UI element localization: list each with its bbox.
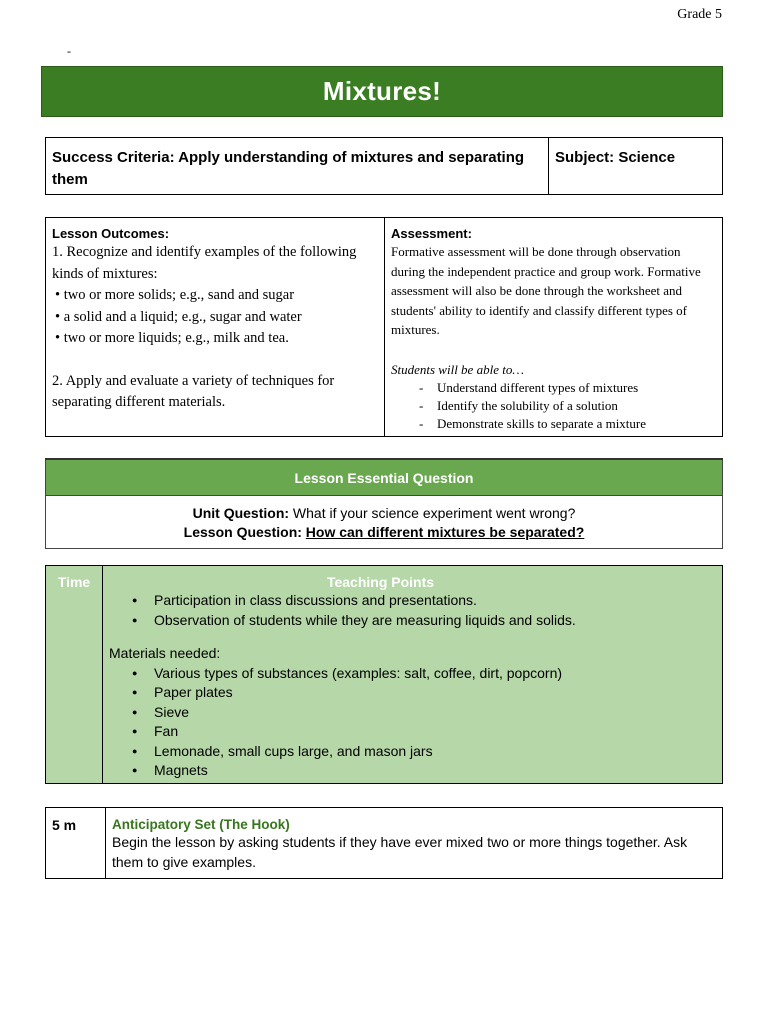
grade-label: Grade 5 — [677, 7, 722, 22]
lesson-question-label: Lesson Question: — [183, 524, 302, 540]
hook-table — [45, 807, 723, 879]
list-item: - Demonstrate skills to separate a mixture — [419, 415, 716, 433]
list-item: • two or more liquids; e.g., milk and tea. — [52, 328, 378, 350]
hook-cell — [106, 808, 723, 879]
mixture-examples-list — [52, 285, 378, 350]
subject-label: Subject: Science — [549, 138, 723, 195]
hook-title: Anticipatory Set (The Hook) — [112, 817, 290, 832]
list-item: ● Observation of students while they are measuring liquids and solids. — [154, 611, 716, 631]
assessment-heading: Assessment: — [391, 226, 472, 241]
list-item: • a solid and a liquid; e.g., sugar and water — [52, 307, 378, 329]
teaching-points-header: Teaching Points — [326, 574, 435, 590]
assessment-text: Formative assessment will be done through observation during the independent practice and group work. Formative assessment will also be done through the worksheet and students' ability to identify and classify different types of mixtures. — [391, 244, 701, 337]
list-item: ● Fan — [154, 722, 716, 742]
unit-question — [46, 504, 722, 523]
outcome-item-2: 2. Apply and evaluate a variety of techniques for separating different materials. — [52, 372, 335, 410]
list-item: ● Sieve — [154, 703, 716, 723]
page-title: Mixtures! — [41, 66, 723, 117]
list-item: - Identify the solubility of a solution — [419, 397, 716, 415]
list-item: ● Paper plates — [154, 683, 716, 703]
list-item: - Understand different types of mixtures — [419, 379, 716, 397]
list-item: ● Lemonade, small cups large, and mason jars — [154, 742, 716, 762]
list-item: ● Magnets — [154, 761, 716, 781]
assessment-cell — [385, 218, 723, 437]
lesson-outcomes-heading: Lesson Outcomes: — [52, 226, 170, 241]
essential-question-body — [46, 496, 723, 549]
teaching-points-table — [45, 565, 723, 784]
list-item: ● Various types of substances (examples: salt, coffee, dirt, popcorn) — [154, 664, 716, 684]
criteria-table — [45, 137, 723, 195]
success-criteria: Success Criteria: Apply understanding of mixtures and separating them — [46, 138, 549, 195]
teaching-points-cell — [103, 566, 723, 784]
unit-question-label: Unit Question: — [192, 505, 290, 521]
list-item: • two or more solids; e.g., sand and sugar — [52, 285, 378, 307]
observation-list — [109, 591, 716, 630]
hook-text: Begin the lesson by asking students if they have ever mixed two or more things together. Ask them to give examples. — [112, 834, 688, 870]
hook-time: 5 m — [46, 808, 106, 879]
materials-list — [109, 664, 716, 781]
time-header: Time — [46, 566, 103, 784]
lesson-question — [46, 523, 722, 542]
essential-question-table — [45, 458, 723, 549]
list-item: ● Participation in class discussions and presentations. — [154, 591, 716, 611]
students-able-to: Students will be able to… — [391, 361, 524, 377]
skills-list — [391, 379, 716, 433]
stray-dash: - — [67, 44, 71, 58]
materials-label: Materials needed: — [109, 645, 221, 661]
outcome-item-1: 1. Recognize and identify examples of the following kinds of mixtures: — [52, 244, 357, 282]
essential-question-header: Lesson Essential Question — [46, 459, 723, 496]
outcomes-table — [45, 217, 723, 437]
lesson-question-text: How can different mixtures be separated? — [305, 524, 585, 540]
lesson-outcomes-cell — [46, 218, 385, 437]
unit-question-text: What if your science experiment went wrong? — [289, 505, 576, 521]
